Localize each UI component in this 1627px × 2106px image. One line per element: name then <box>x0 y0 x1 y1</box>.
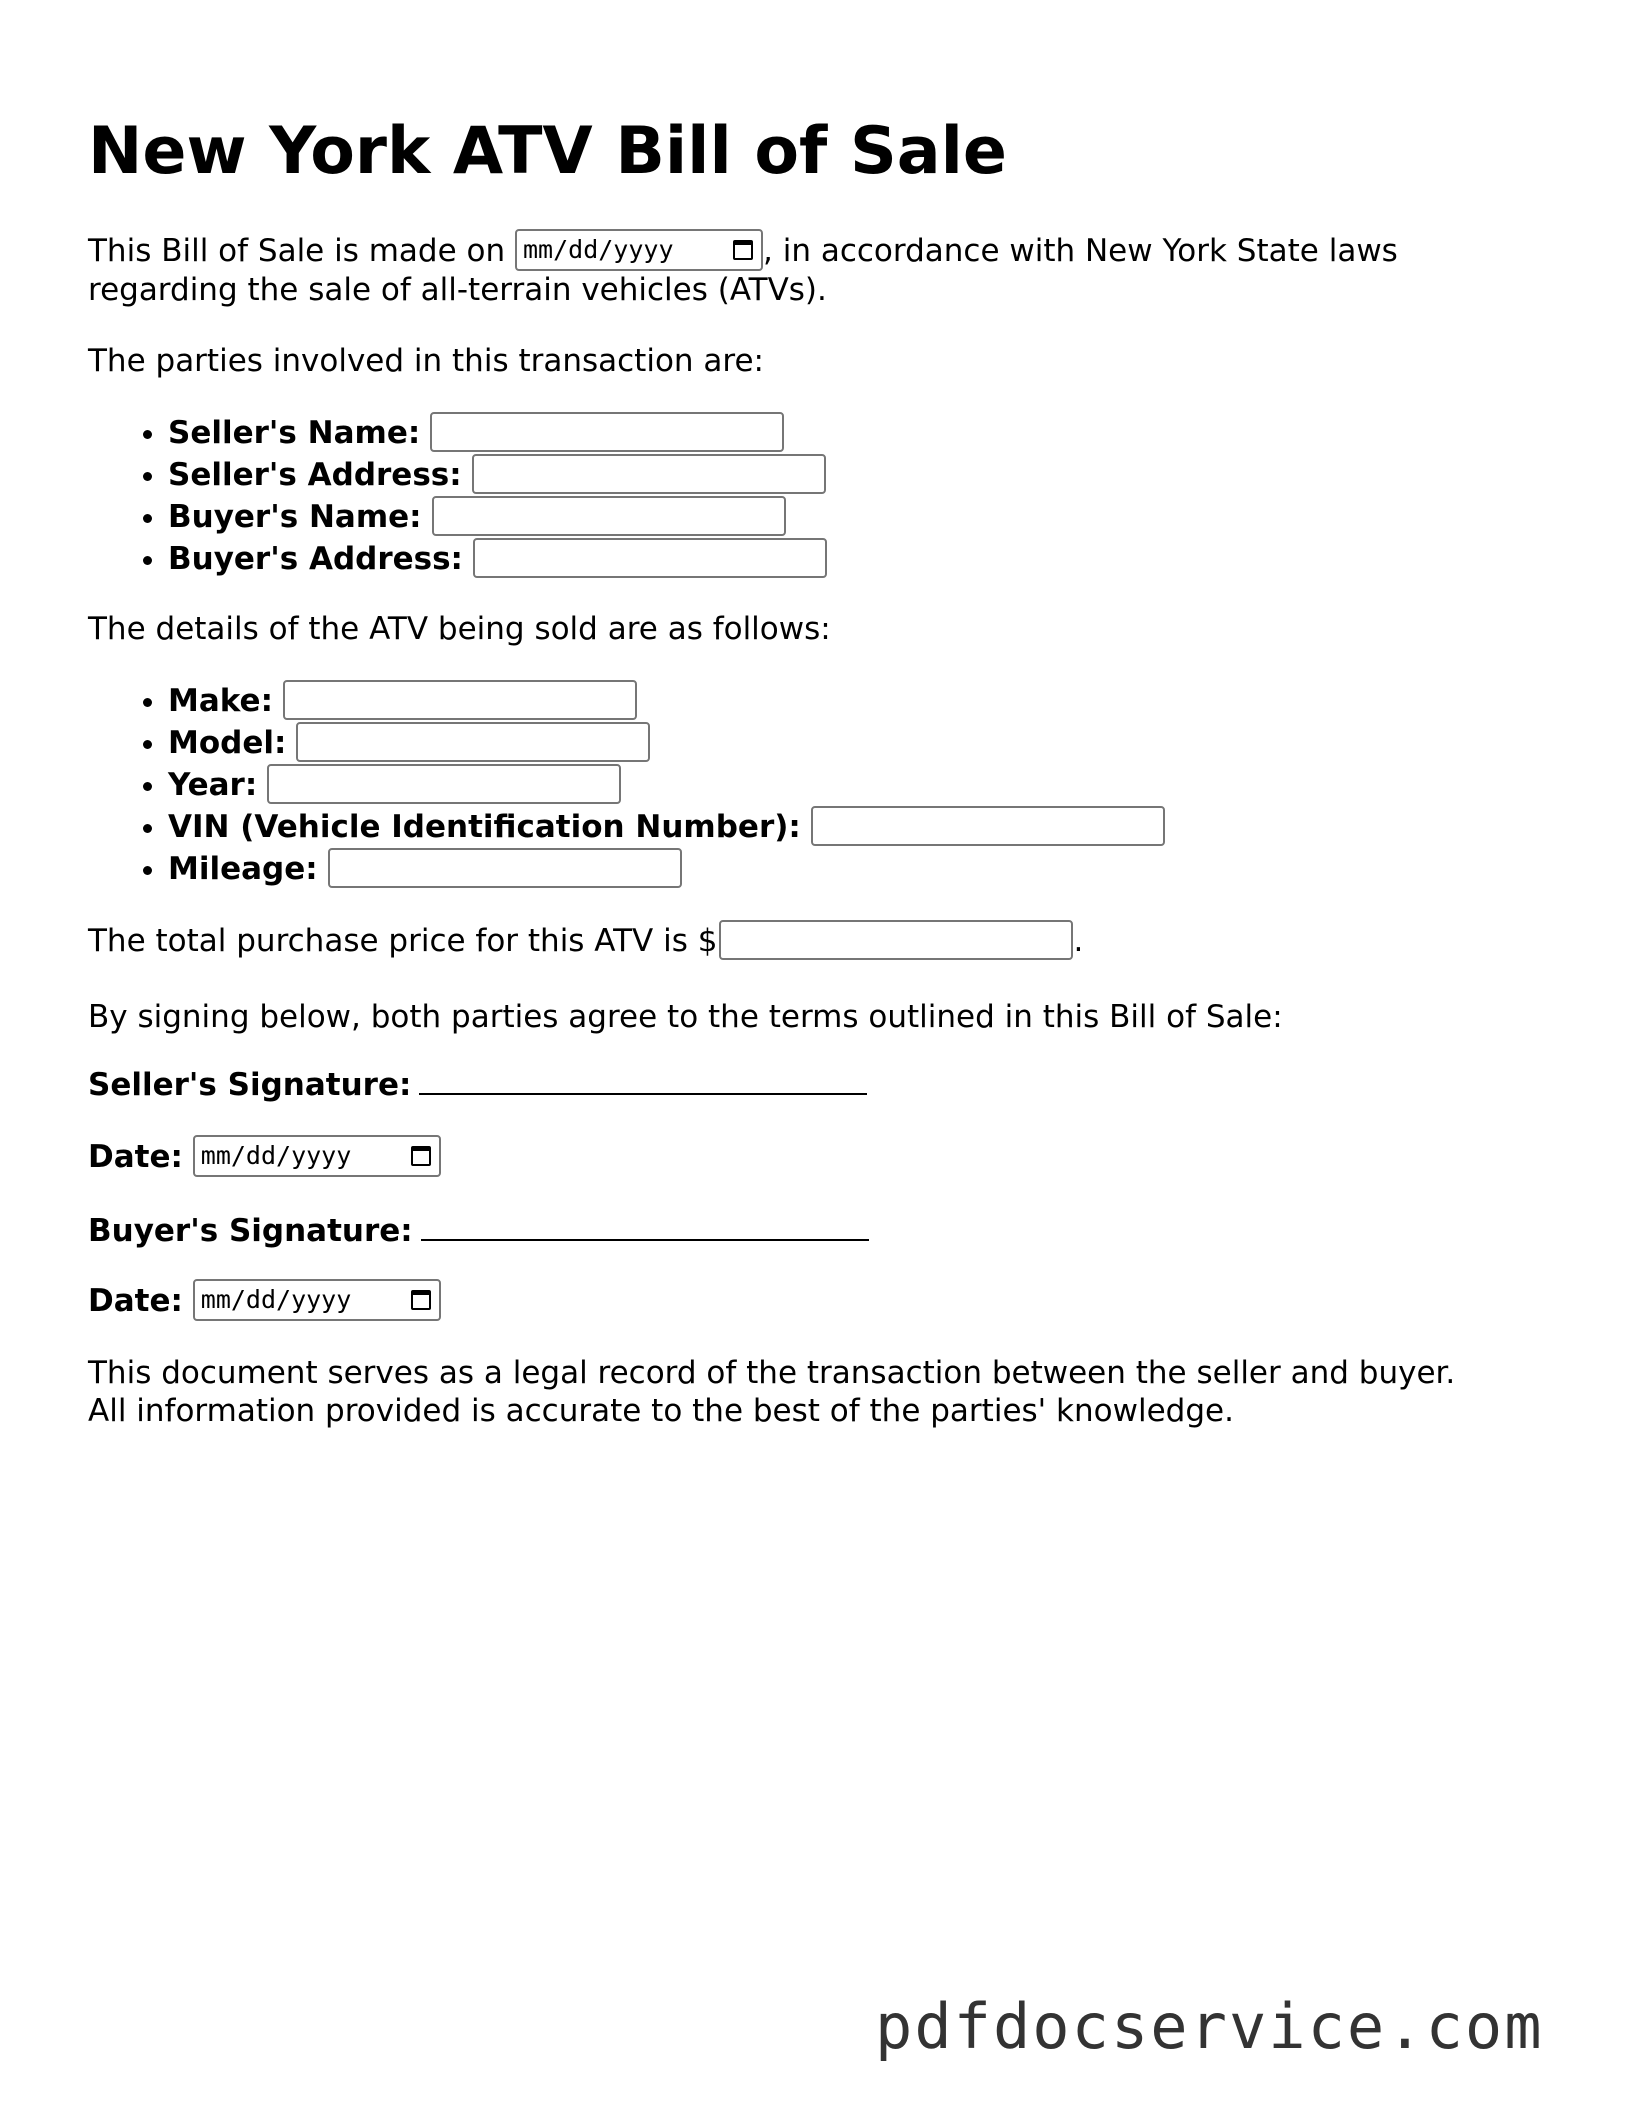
year-input[interactable] <box>267 764 621 804</box>
price-line <box>88 922 1083 960</box>
list-item <box>168 806 1165 848</box>
buyer-signature-row <box>88 1212 869 1250</box>
watermark: pdfdocservice.com <box>875 1990 1544 2063</box>
buyer-signature-label: Buyer's Signature: <box>88 1213 413 1249</box>
seller-signature-line[interactable] <box>419 1067 867 1095</box>
buyer-date-input[interactable] <box>193 1279 441 1321</box>
price-text-before: The total purchase price for this ATV is $ <box>88 923 718 959</box>
atv-heading: The details of the ATV being sold are as follows: <box>88 611 831 647</box>
seller-signature-row <box>88 1066 867 1104</box>
list-item <box>168 496 827 538</box>
seller-signature-label: Seller's Signature: <box>88 1067 412 1103</box>
intro-line-1 <box>88 232 1548 309</box>
seller-name-input[interactable] <box>430 412 784 452</box>
seller-address-input[interactable] <box>472 454 826 494</box>
buyer-name-label: Buyer's Name: <box>168 499 422 535</box>
year-label: Year: <box>168 767 258 803</box>
buyer-name-input[interactable] <box>432 496 786 536</box>
parties-heading: The parties involved in this transaction are: <box>88 343 764 379</box>
intro-text-after: , in accordance with New York State laws regarding the sale of all-terrain vehicles (ATVs). <box>88 233 1398 308</box>
make-label: Make: <box>168 683 273 719</box>
list-item <box>168 538 827 580</box>
buyer-address-input[interactable] <box>473 538 827 578</box>
buyer-date-label: Date: <box>88 1283 183 1319</box>
seller-date-input[interactable] <box>193 1135 441 1177</box>
model-input[interactable] <box>296 722 650 762</box>
make-input[interactable] <box>283 680 637 720</box>
model-label: Model: <box>168 725 287 761</box>
mileage-input[interactable] <box>328 848 682 888</box>
list-item <box>168 454 827 496</box>
sale-date-input[interactable] <box>515 229 763 271</box>
seller-name-label: Seller's Name: <box>168 415 421 451</box>
buyer-address-label: Buyer's Address: <box>168 541 463 577</box>
list-item <box>168 680 1165 722</box>
agreement-text: By signing below, both parties agree to the terms outlined in this Bill of Sale: <box>88 999 1283 1035</box>
list-item <box>168 412 827 454</box>
buyer-date-placeholder: mm/dd/yyyy <box>200 1284 352 1314</box>
list-item <box>168 722 1165 764</box>
document-title: New York ATV Bill of Sale <box>88 114 1007 189</box>
closing-line-1: This document serves as a legal record of the transaction between the seller and buyer. <box>88 1355 1456 1391</box>
buyer-date-row <box>88 1282 441 1321</box>
closing-line-2: All information provided is accurate to the best of the parties' knowledge. <box>88 1393 1234 1429</box>
seller-date-label: Date: <box>88 1139 183 1175</box>
seller-date-row <box>88 1138 441 1177</box>
seller-address-label: Seller's Address: <box>168 457 462 493</box>
atv-details-list <box>88 680 1165 890</box>
purchase-price-input[interactable] <box>719 920 1073 960</box>
vin-input[interactable] <box>811 806 1165 846</box>
sale-date-placeholder: mm/dd/yyyy <box>523 234 674 264</box>
seller-date-placeholder: mm/dd/yyyy <box>200 1140 352 1170</box>
calendar-icon[interactable] <box>411 1290 431 1310</box>
list-item <box>168 764 1165 806</box>
price-text-after: . <box>1073 923 1084 959</box>
vin-label: VIN (Vehicle Identification Number): <box>168 809 801 845</box>
list-item <box>168 848 1165 890</box>
parties-list <box>88 412 827 580</box>
calendar-icon[interactable] <box>733 240 753 260</box>
mileage-label: Mileage: <box>168 851 318 887</box>
intro-text-before: This Bill of Sale is made on <box>88 233 515 269</box>
calendar-icon[interactable] <box>411 1146 431 1166</box>
buyer-signature-line[interactable] <box>421 1213 869 1241</box>
